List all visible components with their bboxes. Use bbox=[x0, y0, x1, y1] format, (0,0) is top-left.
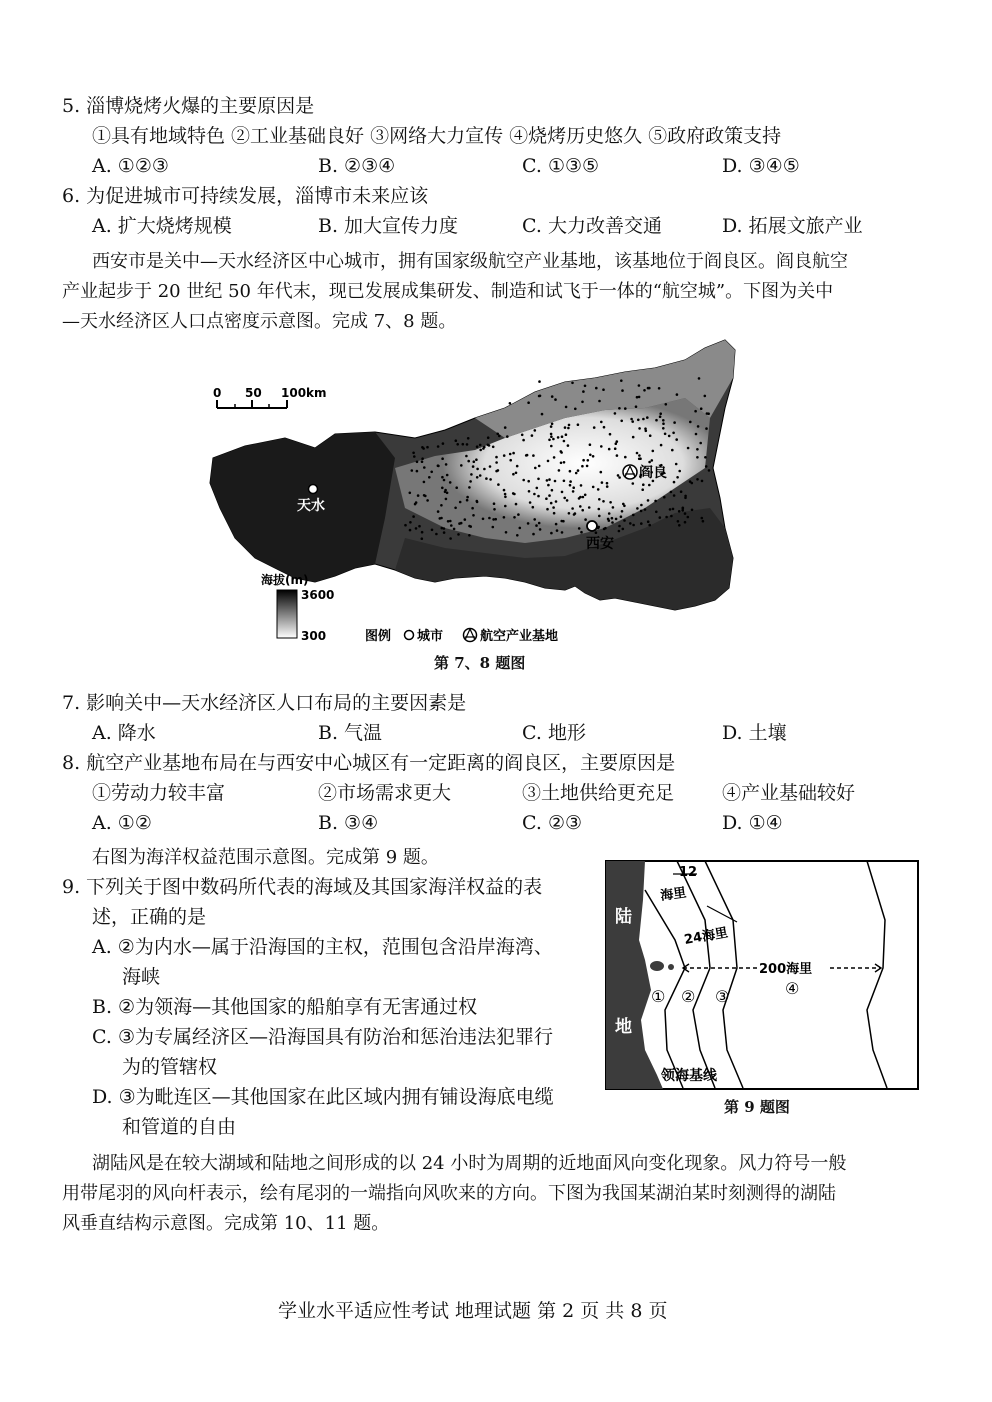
xian-city-marker bbox=[587, 521, 597, 531]
q7-option-b: B. 气温 bbox=[318, 722, 383, 744]
page-footer: 学业水平适应性考试 地理试题 第 2 页 共 8 页 bbox=[278, 1300, 668, 1322]
zone-4: ④ bbox=[785, 979, 800, 998]
elevation-max-label: 3600 bbox=[301, 588, 335, 602]
scale-bar bbox=[213, 386, 327, 408]
island bbox=[650, 961, 664, 971]
xian-label: 西安 bbox=[586, 536, 614, 552]
map1-caption: 第 7、8 题图 bbox=[434, 654, 526, 672]
q7-option-c: C. 地形 bbox=[522, 722, 586, 744]
legend-city-label: 城市 bbox=[417, 629, 444, 644]
q7-option-a: A. 降水 bbox=[92, 722, 156, 744]
q9-option-a-line2: 海峡 bbox=[122, 966, 161, 988]
zone-3: ③ bbox=[715, 987, 730, 1006]
q6-option-a: A. 扩大烧烤规模 bbox=[92, 215, 232, 237]
q9-stem-line2: 述，正确的是 bbox=[92, 906, 207, 928]
elevation-min-label: 300 bbox=[301, 629, 327, 643]
q5-items: ①具有地域特色 ②工业基础良好 ③网络大力宣传 ④烧烤历史悠久 ⑤政府政策支持 bbox=[92, 125, 782, 147]
elevation-gradient-bar bbox=[277, 590, 297, 638]
passage2: 右图为海洋权益范围示意图。完成第 9 题。 bbox=[92, 847, 439, 868]
scale-label-0: 0 bbox=[213, 386, 222, 400]
zone-2: ② bbox=[681, 987, 696, 1006]
q8-option-d: D. ①④ bbox=[722, 812, 783, 834]
q5-option-a: A. ①②③ bbox=[92, 155, 169, 177]
scale-label-100: 100km bbox=[281, 386, 327, 400]
passage3-line3: 风垂直结构示意图。完成第 10、11 题。 bbox=[62, 1213, 390, 1234]
q8-option-a: A. ①② bbox=[92, 812, 152, 834]
map2-caption: 第 9 题图 bbox=[724, 1098, 790, 1116]
q7-stem: 7. 影响关中—天水经济区人口布局的主要因素是 bbox=[62, 692, 467, 714]
q8-option-b: B. ③④ bbox=[318, 812, 379, 834]
q8-item-4: ④产业基础较好 bbox=[722, 782, 856, 804]
land-char-2: 地 bbox=[615, 1017, 632, 1037]
passage1-line1: 西安市是关中—天水经济区中心城市，拥有国家级航空产业基地，该基地位于阎良区。阎良航空 bbox=[92, 251, 848, 272]
zone-1: ① bbox=[651, 987, 666, 1006]
legend-base-symbol bbox=[464, 629, 477, 642]
q9-stem-line1: 9. 下列关于图中数码所代表的海域及其国家海洋权益的表 bbox=[62, 876, 543, 898]
q9-option-c-line1: C. ③为专属经济区—沿海国具有防治和惩治违法犯罪行 bbox=[92, 1026, 553, 1048]
elevation-legend-title: 海拔(m) bbox=[261, 573, 309, 587]
baseline-label: 领海基线 bbox=[661, 1068, 717, 1084]
q6-stem: 6. 为促进城市可持续发展，淄博市未来应该 bbox=[62, 185, 429, 207]
tianshui-label: 天水 bbox=[297, 498, 325, 514]
q8-item-3: ③土地供给更充足 bbox=[522, 782, 675, 804]
legend-base-label: 航空产业基地 bbox=[480, 629, 559, 644]
q9-option-b: B. ②为领海—其他国家的船舶享有无害通过权 bbox=[92, 996, 478, 1018]
label-200: 200海里 bbox=[759, 962, 813, 977]
maritime-zones-diagram bbox=[605, 860, 919, 1090]
yanliang-label: 阎良 bbox=[639, 465, 667, 481]
q6-option-b: B. 加大宣传力度 bbox=[318, 215, 459, 237]
label-12: 12 bbox=[679, 865, 698, 880]
q8-stem: 8. 航空产业基地布局在与西安中心城区有一定距离的阎良区，主要原因是 bbox=[62, 752, 676, 774]
q8-item-1: ①劳动力较丰富 bbox=[92, 782, 226, 804]
legend-city-symbol bbox=[405, 631, 414, 640]
passage1-line2: 产业起步于 20 世纪 50 年代末，现已发展成集研发、制造和试飞于一体的“航空城”。下图为关中 bbox=[62, 281, 834, 302]
q5-option-c: C. ①③⑤ bbox=[522, 155, 600, 177]
q5-option-d: D. ③④⑤ bbox=[722, 155, 800, 177]
aviation-base-marker bbox=[623, 465, 637, 479]
q8-item-2: ②市场需求更大 bbox=[318, 782, 452, 804]
scale-label-50: 50 bbox=[245, 386, 262, 400]
q6-option-c: C. 大力改善交通 bbox=[522, 215, 662, 237]
population-density-map bbox=[205, 338, 745, 668]
q9-option-c-line2: 为的管辖权 bbox=[122, 1056, 218, 1078]
q7-option-d: D. 土壤 bbox=[722, 722, 787, 744]
label-24: 24海里 bbox=[683, 925, 730, 948]
q8-option-c: C. ②③ bbox=[522, 812, 583, 834]
passage3-line2: 用带尾羽的风向杆表示，绘有尾羽的一端指向风吹来的方向。下图为我国某湖泊某时刻测得的湖陆 bbox=[62, 1183, 836, 1204]
q5-stem: 5. 淄博烧烤火爆的主要原因是 bbox=[62, 95, 315, 117]
passage3-line1: 湖陆风是在较大湖域和陆地之间形成的以 24 小时为周期的近地面风向变化现象。风力符号一般 bbox=[92, 1153, 847, 1174]
q9-option-d-line2: 和管道的自由 bbox=[122, 1116, 237, 1138]
land-char-1: 陆 bbox=[615, 907, 632, 927]
q6-option-d: D. 拓展文旅产业 bbox=[722, 215, 863, 237]
passage1-line3: —天水经济区人口点密度示意图。完成 7、8 题。 bbox=[62, 311, 457, 332]
q5-option-b: B. ②③④ bbox=[318, 155, 396, 177]
q9-option-d-line1: D. ③为毗连区—其他国家在此区域内拥有铺设海底电缆 bbox=[92, 1086, 554, 1108]
tianshui-city-marker bbox=[309, 485, 318, 494]
q9-option-a-line1: A. ②为内水—属于沿海国的主权，范围包含沿岸海湾、 bbox=[92, 936, 553, 958]
label-12-unit: 海里 bbox=[659, 885, 688, 904]
legend-title: 图例 bbox=[365, 629, 392, 644]
